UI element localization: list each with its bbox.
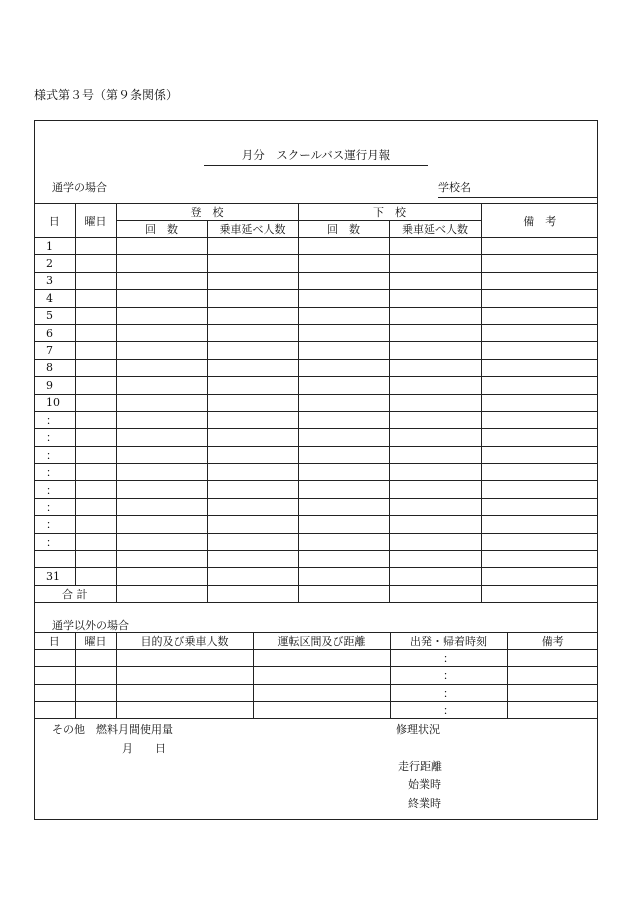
other-header-remarks: 備考: [507, 633, 598, 650]
table-cell: [116, 290, 207, 307]
table-cell: [207, 429, 298, 446]
table-cell: [481, 533, 598, 550]
total-label: 合 計: [34, 585, 116, 602]
table-cell: [298, 377, 389, 394]
table-cell: [481, 359, 598, 376]
table-cell: [75, 684, 116, 701]
table-cell: [116, 307, 207, 324]
table-cell: [298, 359, 389, 376]
page-title: 月分 スクールバス運行月報: [204, 147, 428, 166]
table-cell: [507, 701, 598, 718]
table-cell: [298, 342, 389, 359]
day-number: ：: [34, 429, 75, 446]
time-mark: ：: [390, 701, 507, 718]
total-cell: [207, 585, 298, 602]
table-cell: [116, 498, 207, 515]
table-cell: [207, 568, 298, 585]
table-cell: [34, 667, 75, 684]
other-header-route: 運転区間及び距離: [253, 633, 390, 650]
table-cell: [207, 498, 298, 515]
day-number: ：: [34, 481, 75, 498]
table-cell: [116, 359, 207, 376]
table-cell: [481, 272, 598, 289]
table-cell: [298, 307, 389, 324]
table-cell: [116, 238, 207, 255]
table-cell: [116, 516, 207, 533]
table-cell: [75, 701, 116, 718]
day-number: ：: [34, 533, 75, 550]
day-number: 8: [34, 359, 75, 376]
table-cell: [75, 551, 116, 568]
table-cell: [34, 701, 75, 718]
total-cell: [298, 585, 389, 602]
table-cell: [207, 394, 298, 411]
table-cell: [481, 429, 598, 446]
table-row: [34, 272, 598, 289]
table-row: [34, 701, 598, 718]
header-remarks: 備 考: [481, 204, 598, 238]
commute-table: [34, 203, 598, 603]
day-rows: [34, 238, 598, 586]
table-cell: [116, 481, 207, 498]
table-cell: [481, 446, 598, 463]
table-cell: [116, 377, 207, 394]
table-cell: [116, 701, 253, 718]
day-number: 3: [34, 272, 75, 289]
table-row: [34, 498, 598, 515]
table-row: [34, 551, 598, 568]
table-cell: [116, 667, 253, 684]
table-cell: [207, 359, 298, 376]
table-cell: [298, 324, 389, 341]
table-cell: [75, 272, 116, 289]
table-cell: [389, 272, 481, 289]
end-time-label: 終業時: [408, 797, 441, 810]
table-cell: [298, 411, 389, 428]
table-row: [34, 290, 598, 307]
day-number: 9: [34, 377, 75, 394]
table-cell: [389, 464, 481, 481]
commute-section-heading: 通学の場合: [52, 181, 107, 194]
table-cell: [75, 498, 116, 515]
table-cell: [207, 307, 298, 324]
table-cell: [116, 568, 207, 585]
table-cell: [481, 377, 598, 394]
start-time-label: 始業時: [408, 778, 441, 791]
table-cell: [389, 568, 481, 585]
time-mark: ：: [390, 684, 507, 701]
day-number: 10: [34, 394, 75, 411]
table-cell: [507, 650, 598, 667]
table-cell: [207, 533, 298, 550]
table-cell: [389, 394, 481, 411]
table-cell: [75, 238, 116, 255]
table-cell: [481, 498, 598, 515]
header-to-passengers: 乗車延べ人数: [207, 221, 298, 238]
table-cell: [481, 255, 598, 272]
table-cell: [116, 464, 207, 481]
table-cell: [389, 290, 481, 307]
table-row: [34, 394, 598, 411]
table-cell: [75, 429, 116, 446]
header-day: 日: [34, 204, 75, 238]
repair-status-label: 修理状況: [396, 723, 440, 736]
other-use-table: [34, 632, 598, 719]
table-row: [34, 464, 598, 481]
table-cell: [298, 429, 389, 446]
table-cell: [481, 551, 598, 568]
table-cell: [253, 701, 390, 718]
table-row: [34, 446, 598, 463]
table-cell: [298, 394, 389, 411]
header-to-school: 登 校: [116, 204, 298, 221]
table-cell: [207, 516, 298, 533]
table-cell: [75, 394, 116, 411]
header-to-trips: 回 数: [116, 221, 207, 238]
table-cell: [507, 667, 598, 684]
table-cell: [298, 272, 389, 289]
table-cell: [75, 516, 116, 533]
table-cell: [75, 307, 116, 324]
distance-label: 走行距離: [398, 760, 442, 773]
day-number: 7: [34, 342, 75, 359]
table-cell: [253, 667, 390, 684]
table-cell: [389, 551, 481, 568]
table-cell: [207, 324, 298, 341]
table-cell: [389, 516, 481, 533]
table-cell: [481, 411, 598, 428]
day-number: ：: [34, 464, 75, 481]
table-cell: [389, 255, 481, 272]
table-cell: [298, 238, 389, 255]
other-header-times: 出発・帰着時刻: [390, 633, 507, 650]
table-cell: [298, 568, 389, 585]
table-cell: [116, 429, 207, 446]
table-cell: [389, 446, 481, 463]
table-cell: [116, 411, 207, 428]
table-cell: [481, 324, 598, 341]
table-cell: [389, 359, 481, 376]
day-number: ：: [34, 516, 75, 533]
day-number: 1: [34, 238, 75, 255]
table-cell: [116, 684, 253, 701]
table-cell: [75, 290, 116, 307]
table-cell: [34, 684, 75, 701]
table-cell: [116, 551, 207, 568]
table-cell: [75, 533, 116, 550]
table-cell: [481, 568, 598, 585]
table-cell: [207, 290, 298, 307]
time-mark: ：: [390, 650, 507, 667]
table-cell: [75, 464, 116, 481]
table-cell: [389, 429, 481, 446]
other-section-heading: 通学以外の場合: [52, 619, 129, 632]
table-cell: [207, 481, 298, 498]
form-number-label: 様式第３号（第９条関係）: [34, 88, 179, 102]
header-weekday: 曜日: [75, 204, 116, 238]
header-from-trips: 回 数: [298, 221, 389, 238]
day-number: 4: [34, 290, 75, 307]
table-cell: [207, 238, 298, 255]
table-cell: [389, 238, 481, 255]
table-cell: [75, 481, 116, 498]
table-row: [34, 684, 598, 701]
table-cell: [298, 516, 389, 533]
day-number: 5: [34, 307, 75, 324]
table-cell: [389, 307, 481, 324]
header-from-passengers: 乗車延べ人数: [389, 221, 481, 238]
table-row: [34, 568, 598, 585]
table-cell: [207, 272, 298, 289]
table-cell: [75, 446, 116, 463]
other-rows: [34, 650, 598, 719]
table-cell: [116, 394, 207, 411]
table-cell: [116, 446, 207, 463]
table-cell: [481, 342, 598, 359]
table-cell: [253, 684, 390, 701]
table-cell: [389, 324, 481, 341]
table-cell: [116, 650, 253, 667]
table-cell: [298, 290, 389, 307]
table-cell: [116, 255, 207, 272]
table-row: [34, 667, 598, 684]
table-cell: [481, 464, 598, 481]
table-cell: [75, 359, 116, 376]
table-cell: [116, 342, 207, 359]
day-number: [34, 551, 75, 568]
table-row: [34, 359, 598, 376]
other-header-day: 日: [34, 633, 75, 650]
table-cell: [389, 377, 481, 394]
table-cell: [207, 411, 298, 428]
table-cell: [389, 411, 481, 428]
day-number: 31: [34, 568, 75, 585]
table-cell: [75, 324, 116, 341]
table-row: [34, 411, 598, 428]
day-number: ：: [34, 411, 75, 428]
table-cell: [75, 650, 116, 667]
day-number: ：: [34, 498, 75, 515]
other-header-weekday: 曜日: [75, 633, 116, 650]
table-cell: [75, 667, 116, 684]
table-cell: [389, 481, 481, 498]
table-cell: [481, 481, 598, 498]
other-header-purpose: 目的及び乗車人数: [116, 633, 253, 650]
table-row: [34, 324, 598, 341]
table-cell: [116, 272, 207, 289]
table-row: [34, 377, 598, 394]
table-cell: [389, 533, 481, 550]
table-cell: [34, 650, 75, 667]
table-cell: [298, 255, 389, 272]
table-cell: [75, 377, 116, 394]
table-cell: [507, 684, 598, 701]
table-row: [34, 533, 598, 550]
table-cell: [481, 307, 598, 324]
table-row: [34, 255, 598, 272]
time-mark: ：: [390, 667, 507, 684]
table-row: [34, 238, 598, 255]
table-cell: [75, 568, 116, 585]
table-cell: [298, 533, 389, 550]
table-cell: [75, 255, 116, 272]
day-number: 2: [34, 255, 75, 272]
table-cell: [389, 498, 481, 515]
table-cell: [207, 464, 298, 481]
table-row: [34, 307, 598, 324]
table-cell: [298, 446, 389, 463]
table-cell: [207, 551, 298, 568]
table-row: [34, 429, 598, 446]
table-cell: [75, 411, 116, 428]
table-row: [34, 650, 598, 667]
table-cell: [389, 342, 481, 359]
total-cell: [389, 585, 481, 602]
table-cell: [207, 255, 298, 272]
table-cell: [481, 394, 598, 411]
table-cell: [116, 324, 207, 341]
header-from-school: 下 校: [298, 204, 481, 221]
table-cell: [481, 238, 598, 255]
day-number: ：: [34, 446, 75, 463]
table-cell: [481, 516, 598, 533]
total-cell: [116, 585, 207, 602]
table-cell: [207, 446, 298, 463]
table-cell: [207, 377, 298, 394]
day-number: 6: [34, 324, 75, 341]
total-cell: [481, 585, 598, 602]
table-cell: [481, 290, 598, 307]
table-row: [34, 481, 598, 498]
table-cell: [298, 551, 389, 568]
table-cell: [253, 650, 390, 667]
fuel-usage-label: その他 燃料月間使用量: [52, 723, 173, 736]
table-cell: [298, 464, 389, 481]
school-name-label: 学校名: [438, 179, 598, 198]
table-cell: [116, 533, 207, 550]
table-cell: [207, 342, 298, 359]
month-day-label: 月 日: [122, 742, 166, 755]
table-row: [34, 342, 598, 359]
table-row: [34, 516, 598, 533]
table-cell: [75, 342, 116, 359]
table-cell: [298, 498, 389, 515]
table-cell: [298, 481, 389, 498]
